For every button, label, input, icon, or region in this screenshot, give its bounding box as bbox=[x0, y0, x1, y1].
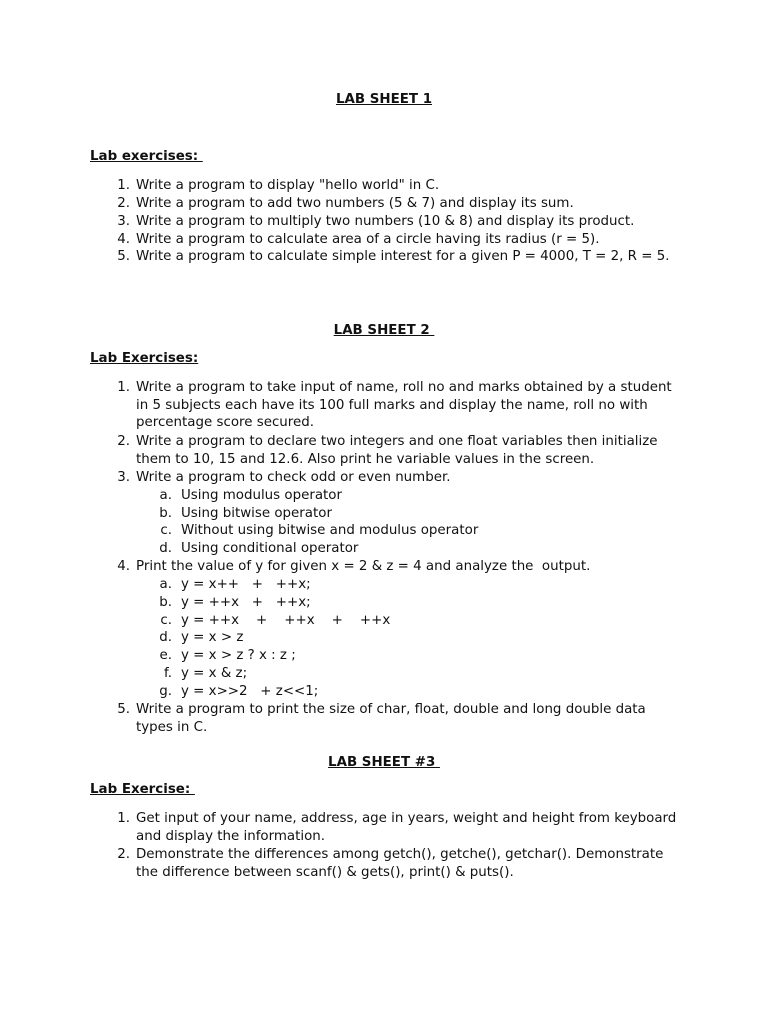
item-text: Without using bitwise and modulus operator bbox=[181, 523, 479, 538]
item-text: Print the value of y for given x = 2 & z = 4 and analyze the output. bbox=[136, 559, 591, 574]
item-number: 2. bbox=[117, 847, 130, 862]
item-letter: g. bbox=[159, 684, 172, 699]
item-letter: c. bbox=[160, 523, 172, 538]
item-number: 1. bbox=[117, 811, 130, 826]
item-text: y = x > z bbox=[181, 630, 244, 645]
item-number: 5. bbox=[117, 702, 130, 717]
item-text: Get input of your name, address, age in years, weight and height from keyboard and display the information. bbox=[136, 811, 677, 844]
item-text: Using bitwise operator bbox=[181, 506, 332, 521]
lab-sheet-2-subtitle: Lab Exercises: bbox=[90, 351, 199, 366]
item-letter: b. bbox=[159, 595, 172, 610]
item-letter: c. bbox=[160, 613, 172, 628]
item-number: 5. bbox=[117, 249, 130, 264]
item-text: Write a program to calculate simple interest for a given P = 4000, T = 2, R = 5. bbox=[136, 249, 670, 264]
item-number: 1. bbox=[117, 178, 130, 193]
lab-sheet-1-title: LAB SHEET 1 bbox=[335, 92, 433, 107]
item-text: y = ++x + ++x + ++x bbox=[181, 613, 391, 628]
item-letter: d. bbox=[159, 541, 172, 556]
lab-sheet-2-title: LAB SHEET 2 bbox=[333, 323, 435, 338]
item-text: y = x>>2 + z<<1; bbox=[181, 684, 319, 699]
item-number: 2. bbox=[117, 434, 130, 449]
item-letter: d. bbox=[159, 630, 172, 645]
item-text: Write a program to display "hello world" in C. bbox=[136, 178, 440, 193]
lab-sheet-3-title: LAB SHEET #3 bbox=[328, 755, 440, 770]
item-text: y = x & z; bbox=[181, 666, 248, 681]
item-text: Demonstrate the differences among getch(), getche(), getchar(). Demonstrate the difference between scanf() & gets(), print() & puts(). bbox=[136, 847, 664, 880]
item-text: Write a program to print the size of char, float, double and long double data types in C. bbox=[136, 702, 646, 735]
item-number: 2. bbox=[117, 196, 130, 211]
item-text: Write a program to add two numbers (5 & 7) and display its sum. bbox=[136, 196, 574, 211]
item-text: y = x > z ? x : z ; bbox=[181, 648, 296, 663]
item-text: Write a program to multiply two numbers (10 & 8) and display its product. bbox=[136, 214, 635, 229]
lab-sheet-1-subtitle: Lab exercises: bbox=[90, 149, 203, 164]
item-text: y = ++x + ++x; bbox=[181, 595, 311, 610]
item-number: 3. bbox=[117, 214, 130, 229]
item-text: Write a program to declare two integers and one float variables then initialize them to 10, 15 and 12.6. Also print he variable values in the screen. bbox=[136, 434, 658, 467]
item-letter: f. bbox=[164, 666, 172, 681]
item-text: Write a program to calculate area of a circle having its radius (r = 5). bbox=[136, 232, 600, 247]
item-text: Using conditional operator bbox=[181, 541, 359, 556]
item-number: 1. bbox=[117, 380, 130, 395]
item-text: Write a program to check odd or even number. bbox=[136, 470, 451, 485]
item-letter: b. bbox=[159, 506, 172, 521]
item-number: 4. bbox=[117, 559, 130, 574]
item-number: 4. bbox=[117, 232, 130, 247]
item-letter: a. bbox=[159, 577, 172, 592]
item-text: Using modulus operator bbox=[181, 488, 342, 503]
item-number: 3. bbox=[117, 470, 130, 485]
lab-sheet-3-subtitle: Lab Exercise: bbox=[90, 782, 195, 797]
item-letter: e. bbox=[159, 648, 172, 663]
item-text: Write a program to take input of name, roll no and marks obtained by a student in 5 subjects each have its 100 full marks and display the name, roll no with percentage score secured. bbox=[136, 380, 672, 431]
item-letter: a. bbox=[159, 488, 172, 503]
item-text: y = x++ + ++x; bbox=[181, 577, 311, 592]
